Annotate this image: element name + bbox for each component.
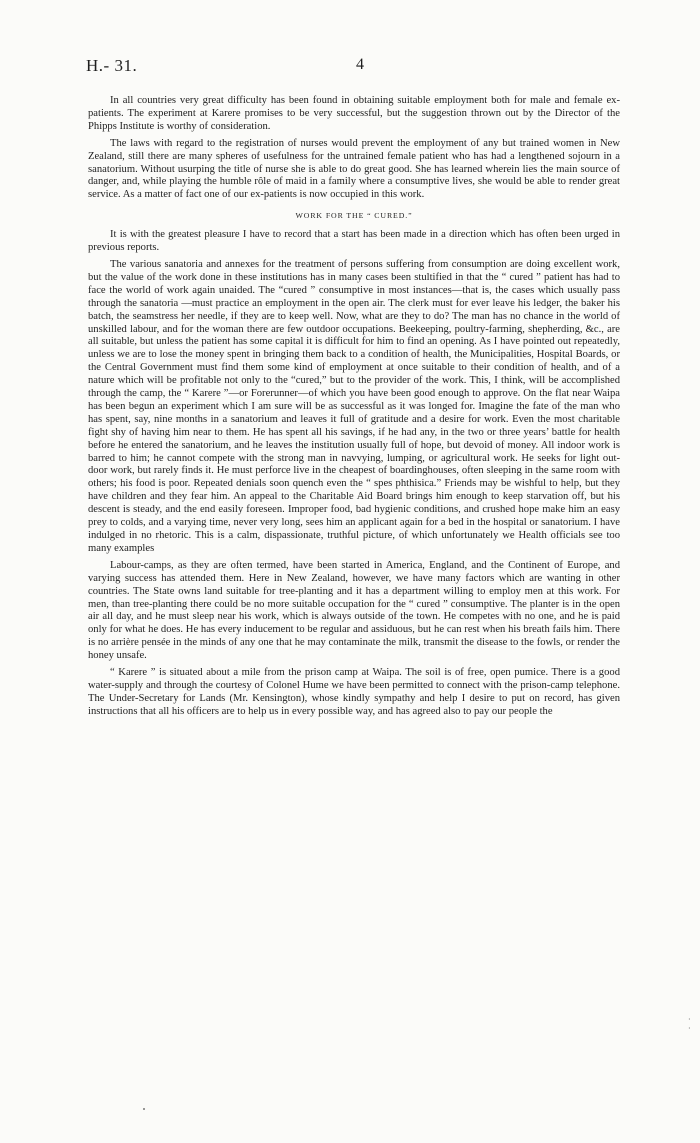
paragraph: It is with the greatest pleasure I have to record that a start has been made in a direction which has often been urged in previous reports. — [88, 229, 620, 254]
paragraph: In all countries very great difficulty has been found in obtaining suitable employment both for male and female ex-patients. The experiment at Karere promises to be very successful, but the suggestion thrown out by the Director of the Phipps Institute is worthy of consideration. — [88, 95, 620, 132]
paragraph: Labour-camps, as they are often termed, have been started in America, England, and the Continent of Europe, and varying success has attended them. Here in New Zealand, however, we have many factors which are wanting in other countries. The State owns land suitable for tree-planting and it has a department willing to employ men at this work. For men, than tree-planting there could be no more suitable occupation for the “ cured ” consumptive. The planter is in the open air all day, and he must sleep near his work, which is always outside of the town. He competes with no one, and he is paid only for what he does. He has every inducement to be regular and assiduous, but he can rest when his breath fails him. There is no arrière pensée in the minds of any one that he may contaminate the milk, transmit the disease to the fowls, or render the honey unsafe. — [88, 559, 620, 662]
paragraph: The laws with regard to the registration of nurses would prevent the employment of any but trained women in New Zealand, still there are many spheres of usefulness for the untrained female patient who has had a lengthened sojourn in a sanatorium. Without usurping the title of nurse she is able to do great good. She has learned wherein lies the main source of danger, and, while playing the humble rôle of maid in a family where a consumptive lives, she would be able to render great service. As a matter of fact one of our ex-patients is now occupied in this work. — [88, 137, 620, 201]
page-header — [86, 56, 614, 80]
margin-mark: · · — [688, 1015, 691, 1033]
section-heading: WORK FOR THE “ CURED.” — [295, 211, 413, 221]
document-body — [88, 95, 620, 723]
paragraph: “ Karere ” is situated about a mile from the prison camp at Waipa. The soil is of free, open pumice. There is a good water-supply and through the courtesy of Colonel Hume we have been permitted to connect with the prison-camp telephone. The Under-Secretary for Lands (Mr. Kensington), whose kindly sympathy and help I desire to put on record, has given instructions that all his officers are to help us in every possible way, and has agreed also to pay our people the — [88, 667, 620, 717]
page-number: 4 — [356, 56, 364, 73]
paragraph: The various sanatoria and annexes for the treatment of persons suffering from consumption are doing excellent work, but the value of the work done in these institutions has in many cases been stultified in that the “ cured ” patient has had to face the world of work again unaided. The “cured ” consumptive in most instances—that is, the cases which usually pass through the sanatoria —must practice an employment in the open air. The clerk must for ever leave his ledger, the baker his batch, the seamstress her needle, if they are to keep well. Now, what are they to do? The man has no chance in the world of unskilled labour, and for the woman there are few outdoor occupations. Beekeeping, poultry-farming, shepherding, &c., are all suitable, but unless the patient has some capital it is difficult for him to find an opening. As I have pointed out repeatedly, unless we are to lose the money spent in bringing them back to a condition of health, the Municipalities, Hospital Boards, or the Central Government must find them some kind of employment at once suitable to their condition of health, and of a nature which will be profitable not only to the “cured,” but to the provider of the work. This, I think, will be accomplished through the camp, the “ Karere ”—or Forerunner—of which you have been good enough to approve. On the flat near Waipa has been begun an experiment which I am sure will be as successful as it was longed for. Imagine the fate of the man who has spent, say, nine months in a sanatorium and leaves it full of gratitude and a desire for work. Even the most charitable fight shy of having him near to them. He has spent all his savings, if he had any, in the two or three years’ battle for health before he entered the sanatorium, and he leaves the institution usually full of hope, but devoid of money. All indoor work is barred to him; he cannot compete with the strong man in navvying, lumping, or agricultural work. He seeks for light out-door work, but rarely finds it. He must perforce live in the cheapest of boardinghouses, often sleeping in the same room with others; his food is poor. Repeated denials soon quench even the “ spes phthisica.” Friends may be wishful to help, but they have children and they fear him. An appeal to the Charitable Aid Board brings him enough to keep starvation off, but his descent is steady, and the end easily foreseen. Improper food, bad hygienic conditions, and crushed hope make him an easy prey to colds, and a varying time, never very long, sees him an applicant again for a bed in the hospital or sanatorium. I have indulged in no rhetoric. This is a calm, dispassionate, truthful picture, of which unfortunately we Health officials see too many examples — [88, 258, 620, 554]
document-reference: H.- 31. — [86, 56, 138, 75]
scan-speck — [143, 1108, 145, 1110]
